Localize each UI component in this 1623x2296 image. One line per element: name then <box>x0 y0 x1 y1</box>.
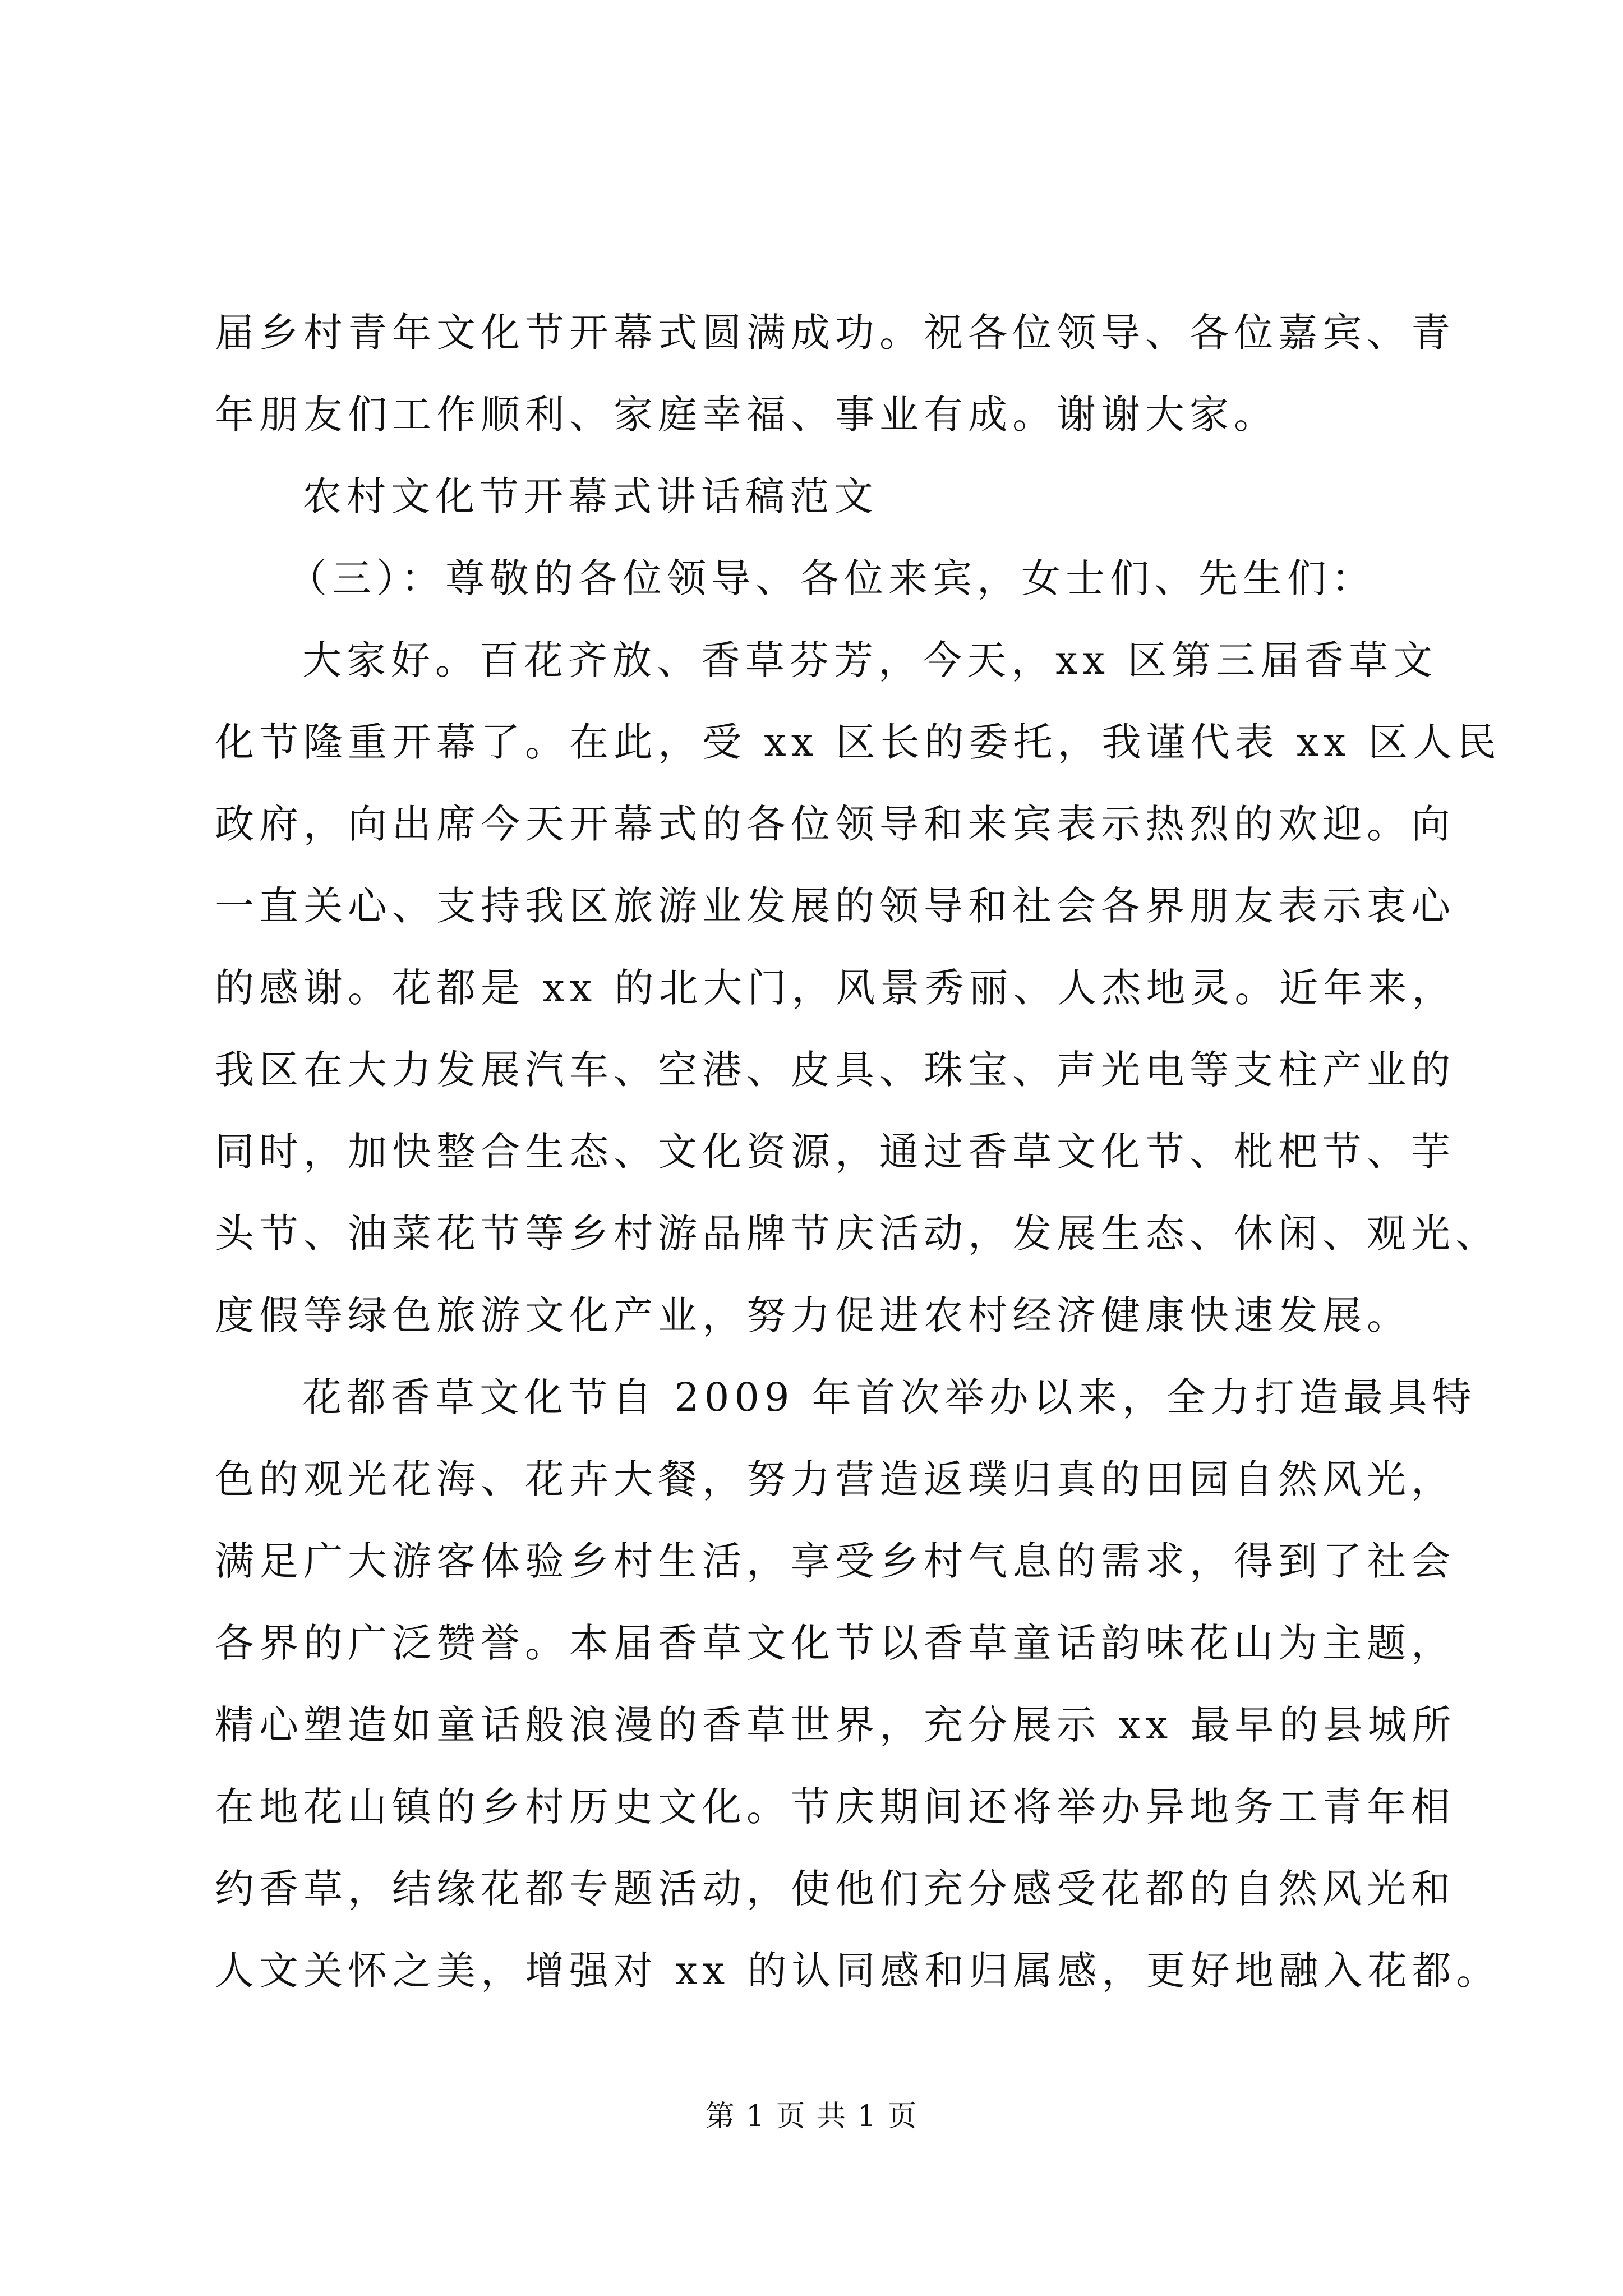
paragraph-start-line: 花都香草文化节自 2009 年首次举办以来，全力打造最具特 <box>302 1374 1477 1420</box>
body-line: 的感谢。花都是 xx 的北大门，风景秀丽、人杰地灵。近年来， <box>215 965 1456 1011</box>
paragraph-start-line: 大家好。百花齐放、香草芬芳，今天，xx 区第三届香草文 <box>302 637 1438 683</box>
body-line: 同时，加快整合生态、文化资源，通过香草文化节、枇杷节、芋 <box>215 1129 1455 1175</box>
document-body <box>215 292 1501 2012</box>
page-number-label: 第 1 页 共 1 页 <box>705 2100 918 2133</box>
body-line: 约香草，结缘花都专题活动，使他们充分感受花都的自然风光和 <box>215 1866 1455 1912</box>
body-line: 头节、油菜花节等乡村游品牌节庆活动，发展生态、休闲、观光、 <box>215 1211 1500 1257</box>
body-line: 一直关心、支持我区旅游业发展的领导和社会各界朋友表示衷心 <box>215 883 1455 929</box>
body-line: 满足广大游客体验乡村生活，享受乡村气息的需求，得到了社会 <box>215 1538 1455 1584</box>
body-line: 年朋友们工作顺利、家庭幸福、事业有成。谢谢大家。 <box>215 392 1278 438</box>
page-footer <box>0 2097 1623 2136</box>
body-line: 化节隆重开幕了。在此，受 xx 区长的委托，我谨代表 xx 区人民 <box>215 719 1501 765</box>
body-line: 精心塑造如童话般浪漫的香草世界，充分展示 xx 最早的县城所 <box>215 1702 1456 1748</box>
body-line: 人文关怀之美，增强对 xx 的认同感和归属感，更好地融入花都。 <box>215 1948 1501 1994</box>
body-line: 度假等绿色旅游文化产业，努力促进农村经济健康快速发展。 <box>215 1292 1411 1338</box>
body-line: 政府，向出席今天开幕式的各位领导和来宾表示热烈的欢迎。向 <box>215 801 1455 847</box>
section-heading: 农村文化节开幕式讲话稿范文 <box>302 473 878 519</box>
body-line: 色的观光花海、花卉大餐，努力营造返璞归真的田园自然风光， <box>215 1456 1455 1502</box>
body-line: 各界的广泛赞誉。本届香草文化节以香草童话韵味花山为主题， <box>215 1620 1455 1666</box>
body-line: 我区在大力发展汽车、空港、皮具、珠宝、声光电等支柱产业的 <box>215 1047 1455 1093</box>
body-line: 届乡村青年文化节开幕式圆满成功。祝各位领导、各位嘉宾、青 <box>215 310 1455 356</box>
body-line: 在地花山镇的乡村历史文化。节庆期间还将举办异地务工青年相 <box>215 1784 1455 1830</box>
salutation-line: （三）：尊敬的各位领导、各位来宾，女士们、先生们： <box>288 555 1376 601</box>
